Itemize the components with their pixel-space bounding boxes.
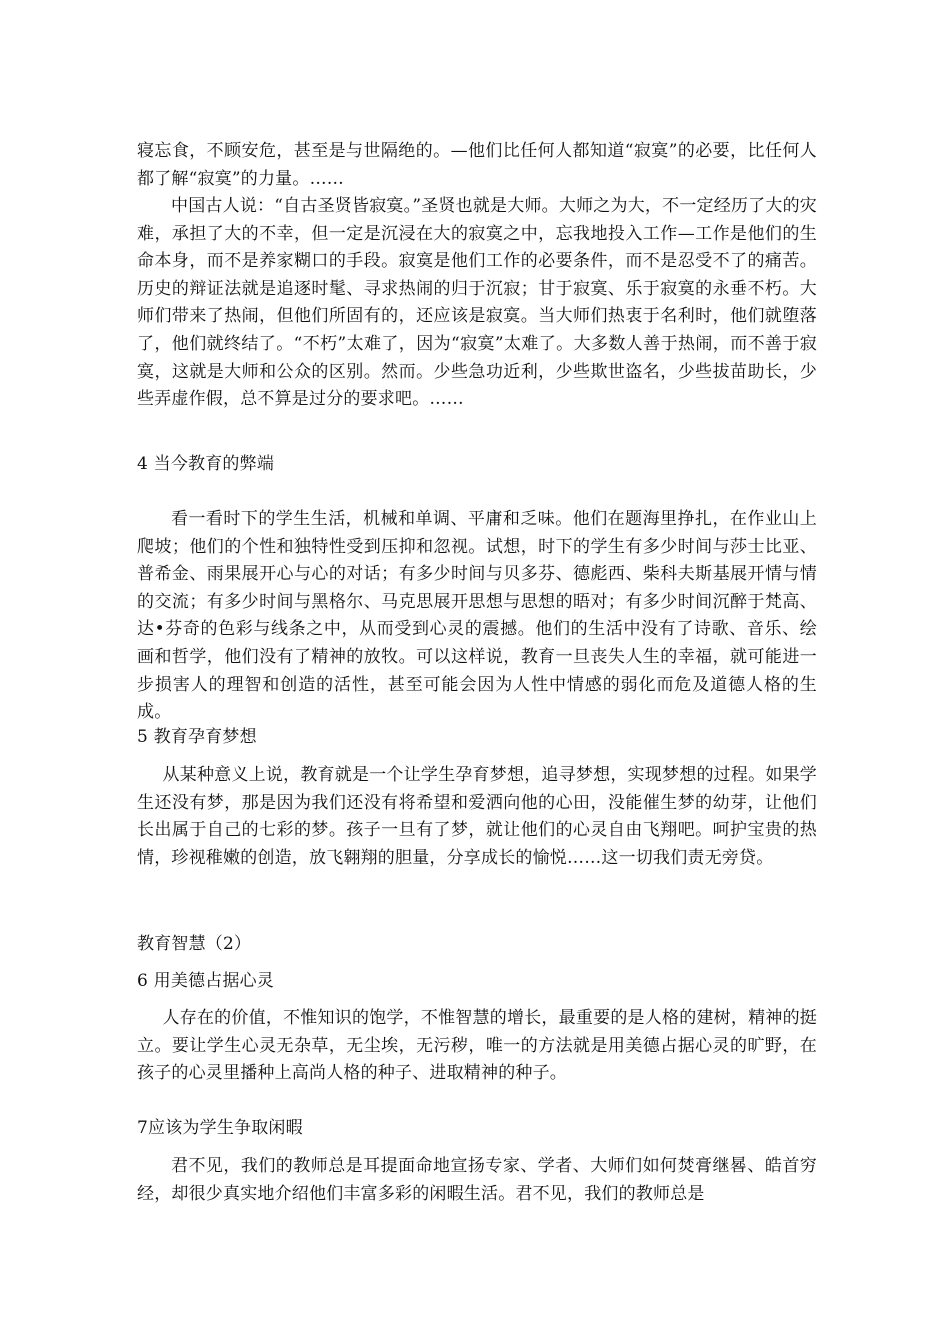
section-heading-5: 5 教育孕育梦想 bbox=[137, 727, 257, 747]
section-title-wisdom-2: 教育智慧（2） bbox=[137, 934, 252, 954]
paragraph-continued bbox=[137, 138, 817, 193]
paragraph-leisure-time bbox=[137, 1153, 817, 1208]
paragraph-sages-loneliness bbox=[137, 193, 817, 414]
paragraph-text: 君不见，我们的教师总是耳提面命地宣扬专家、学者、大师们如何焚膏继晷、皓首穷经，却很少真实地介绍他们丰富多彩的闲暇生活。君不见，我们的教师总是 bbox=[137, 1156, 817, 1204]
section-heading-4: 4 当今教育的弊端 bbox=[137, 454, 275, 474]
paragraph-virtue-soul bbox=[137, 1005, 817, 1088]
section-heading-7: 7应该为学生争取闲暇 bbox=[137, 1118, 303, 1138]
paragraph-text: 从某种意义上说，教育就是一个让学生孕育梦想，追寻梦想，实现梦想的过程。如果学生还没有梦，那是因为我们还没有将希望和爱洒向他的心田，没能催生梦的幼芽，让他们长出属于自己的七彩的梦。孩子一旦有了梦，就让他们的心灵自由飞翔吧。呵护宝贵的热情，珍视稚嫩的创造，放飞翱翔的胆量，分享成长的愉悦……这一切我们责无旁贷。 bbox=[137, 765, 817, 868]
section-heading-6: 6 用美德占据心灵 bbox=[137, 971, 275, 991]
paragraph-text: 寝忘食，不顾安危，甚至是与世隔绝的。—他们比任何人都知道“寂寞”的必要，比任何人都了解“寂寞”的力量。…… bbox=[137, 141, 817, 189]
paragraph-text: 中国古人说：“自古圣贤皆寂寞。”圣贤也就是大师。大师之为大，不一定经历了大的灾难，承担了大的不幸，但一定是沉浸在大的寂寞之中，忘我地投入工作—工作是他们的生命本身，而不是养家糊口的手段。寂寞是他们工作的必要条件，而不是忍受不了的痛苦。历史的辩证法就是追逐时髦、寻求热闹的归于沉寂；甘于寂寞、乐于寂寞的永垂不朽。大师们带来了热闹，但他们所固有的，还应该是寂寞。当大师们热衷于名利时，他们就堕落了，他们就终结了。“不朽”太难了，因为“寂寞”太难了。大多数人善于热闹，而不善于寂寞，这就是大师和公众的区别。然而。少些急功近利，少些欺世盗名，少些拔苗助长，少些弄虚作假，总不算是过分的要求吧。…… bbox=[137, 196, 817, 410]
paragraph-text: 人存在的价值，不惟知识的饱学，不惟智慧的增长，最重要的是人格的建树，精神的挺立。要让学生心灵无杂草，无尘埃，无污秽，唯一的方法就是用美德占据心灵的旷野，在孩子的心灵里播种上高尚人格的种子、进取精神的种子。 bbox=[137, 1008, 817, 1084]
paragraph-education-drawbacks bbox=[137, 506, 817, 727]
paragraph-text: 看一看时下的学生生活，机械和单调、平庸和乏味。他们在题海里挣扎，在作业山上爬坡；他们的个性和独特性受到压抑和忽视。试想，时下的学生有多少时间与莎士比亚、普希金、雨果展开心与心的对话；有多少时间与贝多芬、德彪西、柴科夫斯基展开情与情的交流；有多少时间与黑格尔、马克思展开思想与思想的晤对；有多少时间沉醉于梵高、达•芬奇的色彩与线条之中，从而受到心灵的震撼。他们的生活中没有了诗歌、音乐、绘画和哲学，他们没有了精神的放牧。可以这样说，教育一旦丧失人生的幸福，就可能进一步损害人的理智和创造的活性，甚至可能会因为人性中情感的弱化而危及道德人格的生成。 bbox=[137, 509, 817, 723]
paragraph-education-dreams bbox=[137, 762, 817, 872]
